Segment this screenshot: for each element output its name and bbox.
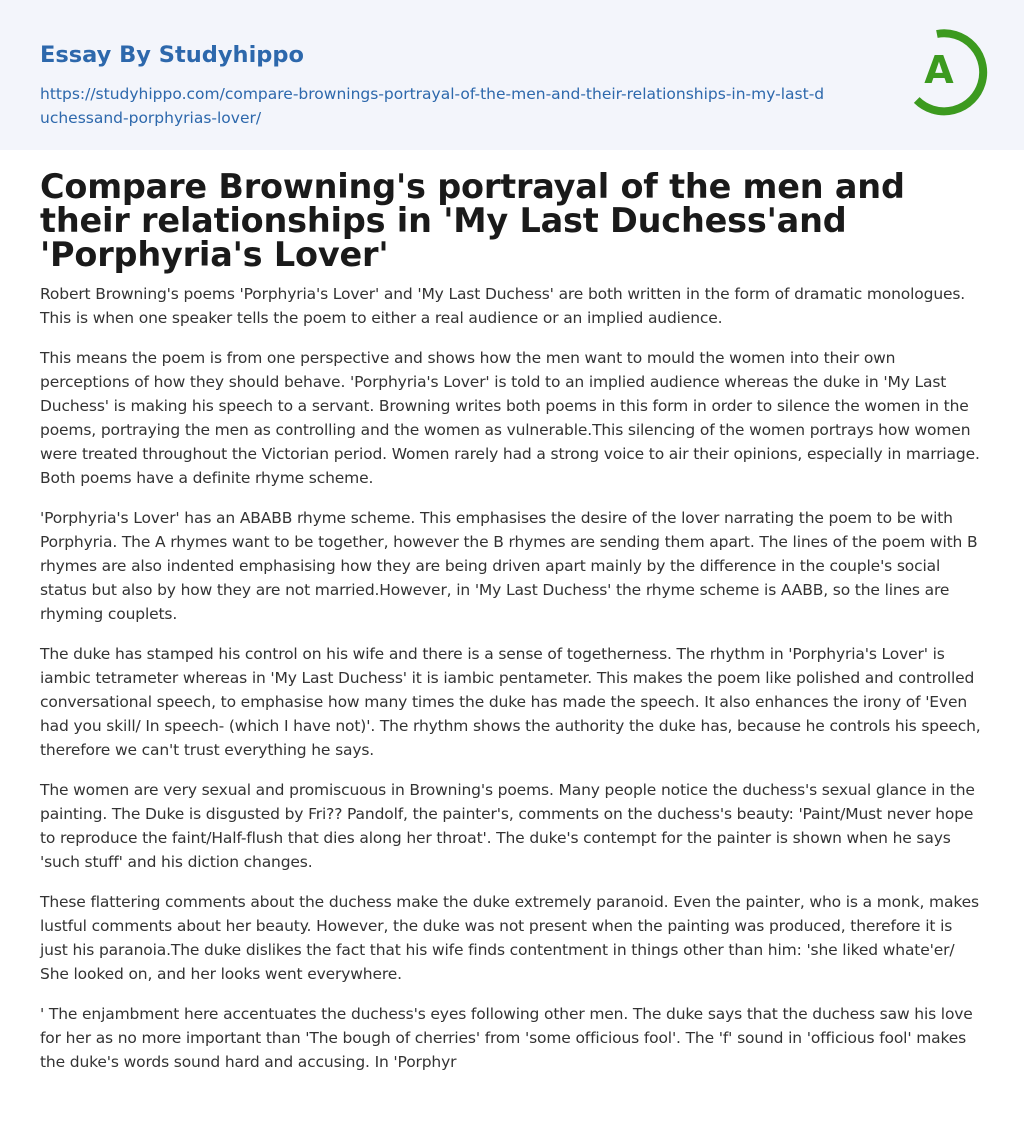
essay-paragraph: This means the poem is from one perspective and shows how the men want to mould the women into their own perceptions of how they should behave. 'Porphyria's Lover' is told to an implied audience whereas the duke in 'My Last Duchess' is making his speech to a servant. Browning writes both poems in this form in order to silence the women in the poems, portraying the men as controlling and the women as vulnerable.This silencing of the women portrays how women were treated throughout the Victorian period. Women rarely had a strong voice to air their opinions, especially in marriage. Both poems have a definite rhyme scheme.: [40, 349, 980, 487]
source-url-link[interactable]: https://studyhippo.com/compare-brownings-portrayal-of-the-men-and-their-relationships-in-my-last-duchessand-porphyrias-lover/: [40, 85, 825, 127]
essay-paragraph: 'Porphyria's Lover' has an ABABB rhyme scheme. This emphasises the desire of the lover narrating the poem to be with Porphyria. The A rhymes want to be together, however the B rhymes are sending them apart. The lines of the poem with B rhymes are also indented emphasising how they are being driven apart mainly by the difference in the couple's social status but also by how they are not married.However, in 'My Last Duchess' the rhyme scheme is AABB, so the lines are rhyming couplets.: [40, 509, 978, 623]
essay-article: [40, 167, 984, 1090]
essay-paragraph: ' The enjambment here accentuates the duchess's eyes following other men. The duke says that the duchess saw his love for her as no more important than 'The bough of cherries' from 'some officious fool'. The 'f' sound in 'officious fool' makes the duke's words sound hard and accusing. In 'Porphyr: [40, 1005, 973, 1071]
essay-paragraph: Robert Browning's poems 'Porphyria's Lover' and 'My Last Duchess' are both written in the form of dramatic monologues. This is when one speaker tells the poem to either a real audience or an implied audience.: [40, 285, 966, 327]
essay-paragraph: The duke has stamped his control on his wife and there is a sense of togetherness. The rhythm in 'Porphyria's Lover' is iambic tetrameter whereas in 'My Last Duchess' it is iambic pentameter. This makes the poem like polished and controlled conversational speech, to emphasise how many times the duke has made the speech. It also enhances the irony of 'Even had you skill/ In speech- (which I have not)'. The rhythm shows the authority the duke has, because he controls his speech, therefore we can't trust everything he says.: [40, 645, 981, 759]
essay-title: Compare Browning's portrayal of the men and their relationships in 'My Last Duchess'and 'Porphyria's Lover': [40, 167, 905, 274]
essay-paragraph: These flattering comments about the duchess make the duke extremely paranoid. Even the painter, who is a monk, makes lustful comments about her beauty. However, the duke was not present when the painting was produced, therefore it is just his paranoia.The duke dislikes the fact that his wife finds contentment in things other than him: 'she liked whate'er/ She looked on, and her looks went everywhere.: [40, 893, 979, 983]
essay-paragraph: The women are very sexual and promiscuous in Browning's poems. Many people notice the duchess's sexual glance in the painting. The Duke is disgusted by Fri?? Pandolf, the painter's, comments on the duchess's beauty: 'Paint/Must never hope to reproduce the faint/Half-flush that dies along her throat'. The duke's contempt for the painter is shown when he says 'such stuff' and his diction changes.: [40, 781, 975, 871]
site-brand[interactable]: Essay By Studyhippo: [40, 42, 304, 68]
logo-letter: A: [924, 48, 954, 92]
studyhippo-logo-icon[interactable]: [904, 28, 988, 116]
page-header: [0, 0, 1024, 150]
